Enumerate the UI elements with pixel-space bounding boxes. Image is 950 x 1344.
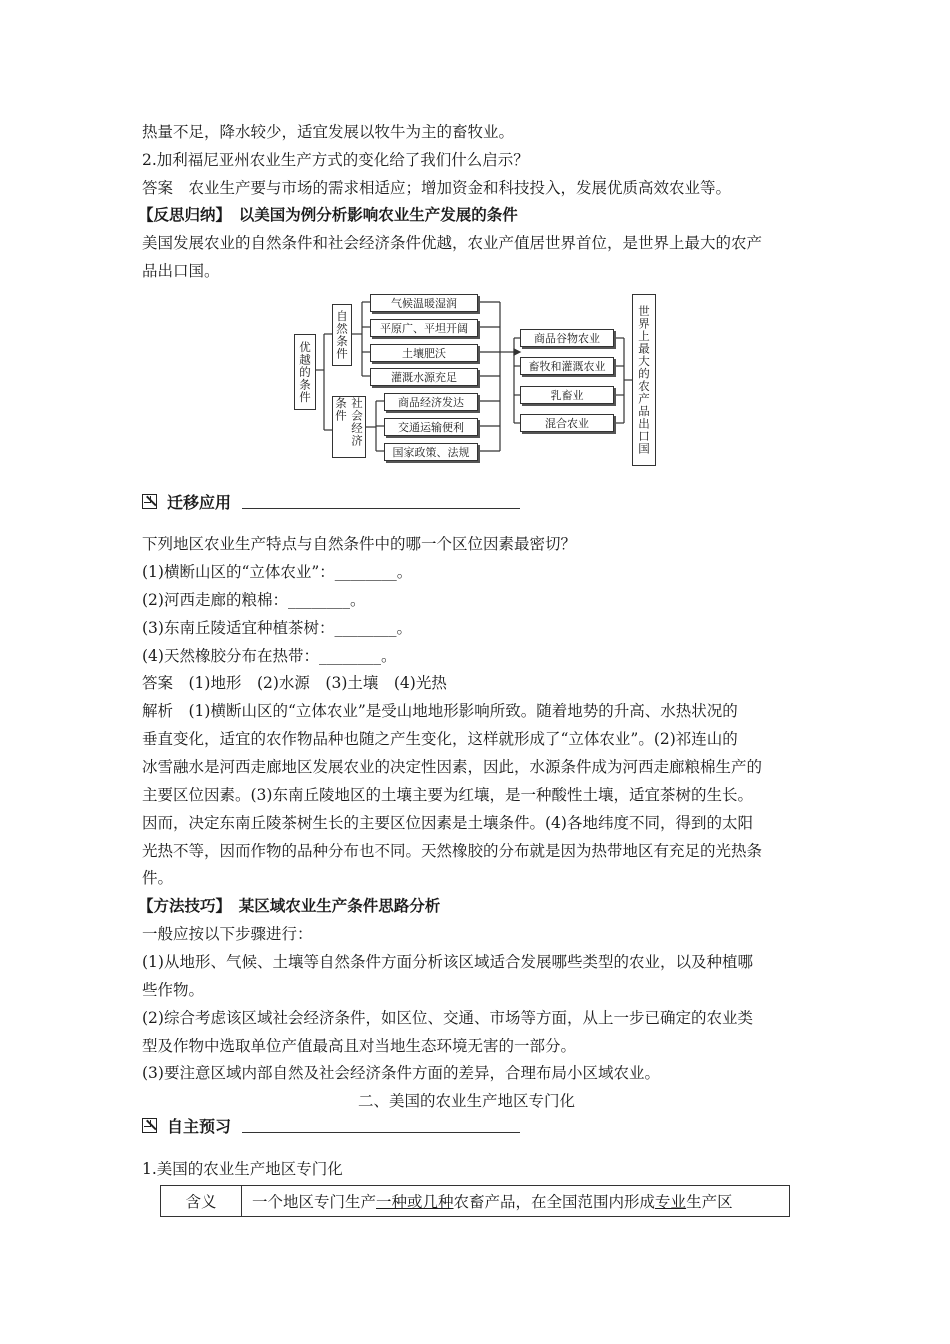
- table-text: 一个地区专门生产: [252, 1193, 377, 1211]
- question-item: (1)横断山区的“立体农业”：________。: [142, 563, 413, 581]
- natural-item-box: 土壤肥沃: [370, 344, 478, 362]
- method-line: 些作物。: [142, 981, 205, 999]
- natural-item-box: 气候温暖湿润: [370, 294, 478, 312]
- table-text: 农畜产品，在全国范围内形成: [453, 1193, 656, 1211]
- underlined-answer: 专业: [655, 1193, 687, 1211]
- method-line: 型及作物中选取单位产值最高且对当地生态环境无害的一部分。: [142, 1037, 577, 1055]
- analysis-line: 冰雪融水是河西走廊地区发展农业的决定性因素，因此，水源条件成为河西走廊粮棉生产的: [142, 758, 763, 776]
- section-marker-icon: [142, 1118, 157, 1133]
- table-text: 生产区: [686, 1193, 733, 1211]
- paragraph-line: 品出口国。: [142, 262, 220, 280]
- table-content-cell: [242, 1186, 790, 1217]
- natural-conditions-box: 自然条件: [332, 304, 352, 366]
- agri-type-box: 混合农业: [520, 414, 614, 432]
- item-1-title: 1.美国的农业生产地区专门化: [142, 1160, 343, 1178]
- agri-type-box: 畜牧和灌溉农业: [520, 357, 614, 375]
- analysis-line: 解析 (1)横断山区的“立体农业”是受山地地形影响所致。随着地势的升高、水热状况的: [142, 702, 738, 720]
- question-item: (2)河西走廊的粮棉：________。: [142, 591, 366, 609]
- method-line: (3)要注意区域内部自然及社会经济条件方面的差异，合理布局小区域农业。: [142, 1064, 660, 1082]
- agri-type-box: 乳畜业: [520, 386, 614, 404]
- section-2-title: 二、美国的农业生产地区专门化: [358, 1092, 576, 1110]
- paragraph-line: 热量不足，降水较少，适宜发展以牧牛为主的畜牧业。: [142, 123, 515, 141]
- method-line: 一般应按以下步骤进行：: [142, 925, 313, 943]
- question-item: (4)天然橡胶分布在热带：________。: [142, 647, 397, 665]
- answer-line: 答案 农业生产要与市场的需求相适应；增加资金和科技投入，发展优质高效农业等。: [142, 179, 732, 197]
- method-line: (2)综合考虑该区域社会经济条件，如区位、交通、市场等方面，从上一步已确定的农业类: [142, 1009, 753, 1027]
- social-item-box: 国家政策、法规: [384, 443, 478, 461]
- analysis-line: 垂直变化，适宜的农作物品种也随之产生变化，这样就形成了“立体农业”。(2)祁连山的: [142, 730, 738, 748]
- question-2: 2.加利福尼亚州农业生产方式的变化给了我们什么启示？: [142, 151, 529, 169]
- analysis-line: 件。: [142, 869, 174, 887]
- analysis-line: 因而，决定东南丘陵茶树生长的主要区位因素是土壤条件。(4)各地纬度不同，得到的太阳: [142, 814, 753, 832]
- social-item-box: 交通运输便利: [384, 418, 478, 436]
- definition-table: [160, 1185, 790, 1217]
- analysis-line: 光热不等，因而作物的品种分布也不同。天然橡胶的分布就是因为热带地区有充足的光热条: [142, 842, 763, 860]
- heading-rule: [242, 1132, 520, 1133]
- root-conditions-box: 优越的条件: [294, 334, 316, 410]
- method-heading: 【方法技巧】 某区域农业生产条件思路分析: [138, 896, 441, 915]
- heading-rule: [242, 508, 520, 509]
- agri-type-box: 商品谷物农业: [520, 329, 614, 347]
- section-title: 自主预习: [167, 1116, 232, 1136]
- question-line: 下列地区农业生产特点与自然条件中的哪一个区位因素最密切？: [142, 535, 577, 553]
- question-item: (3)东南丘陵适宜种植茶树：________。: [142, 619, 412, 637]
- result-box: 世界上最大的农产品出口国: [632, 294, 656, 466]
- natural-item-box: 平原广、平坦开阔: [370, 319, 478, 337]
- section-heading-preview: [142, 1112, 231, 1138]
- analysis-line: 主要区位因素。(3)东南丘陵地区的土壤主要为红壤，是一种酸性土壤，适宜茶树的生长。: [142, 786, 753, 804]
- conditions-diagram: [292, 292, 672, 468]
- natural-item-box: 灌溉水源充足: [370, 368, 478, 386]
- underlined-answer: 一种或几种: [376, 1193, 454, 1211]
- social-conditions-box: 社会经济条件: [332, 396, 366, 458]
- method-line: (1)从地形、气候、土壤等自然条件方面分析该区域适合发展哪些类型的农业，以及种植哪: [142, 953, 753, 971]
- section-title: 迁移应用: [167, 492, 232, 512]
- social-item-box: 商品经济发达: [384, 393, 478, 411]
- section-marker-icon: [142, 494, 157, 509]
- table-row: [161, 1186, 790, 1217]
- table-label-cell: 含义: [161, 1186, 242, 1217]
- reflection-heading: 【反思归纳】 以美国为例分析影响农业生产发展的条件: [138, 205, 518, 224]
- answer-line: 答案 (1)地形 (2)水源 (3)土壤 (4)光热: [142, 674, 447, 692]
- section-heading-transfer: [142, 488, 231, 514]
- paragraph-line: 美国发展农业的自然条件和社会经济条件优越，农业产值居世界首位，是世界上最大的农产: [142, 234, 763, 252]
